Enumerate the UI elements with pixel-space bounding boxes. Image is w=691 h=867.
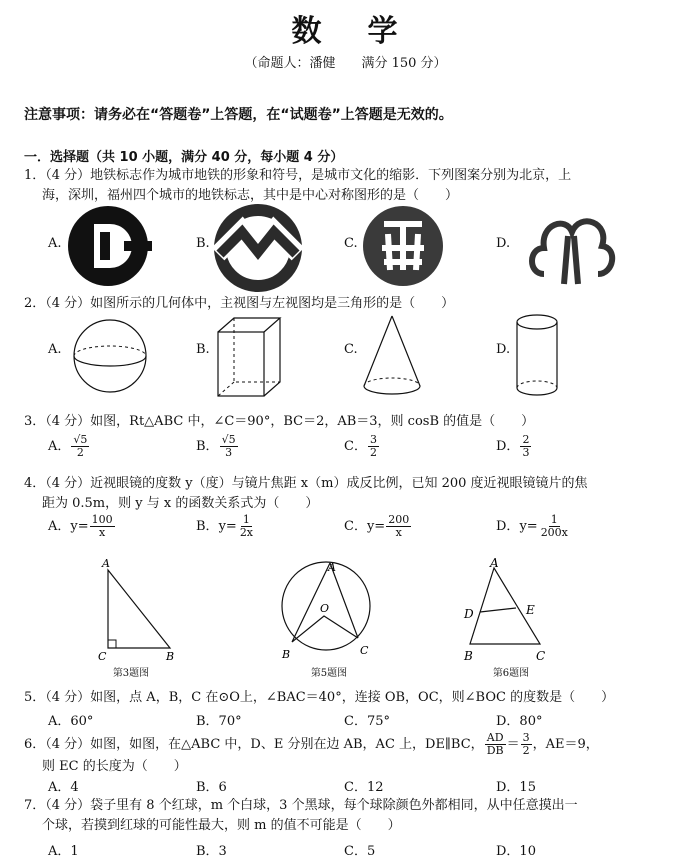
section-heading: 一．选择题（共 10 小题，满分 40 分，每小题 4 分） — [24, 150, 344, 165]
figure-q6-caption: 第6题图 — [492, 668, 530, 679]
title-char-2: 学 — [367, 14, 400, 49]
q6-frac1-den: DB — [486, 744, 504, 757]
q2-option-a[interactable]: A. — [48, 342, 62, 357]
fig5-label-b: B — [282, 648, 291, 661]
q4-c-fraction — [386, 514, 411, 539]
q6-frac2-num: 3 — [522, 731, 530, 744]
cuboid-figure — [214, 314, 284, 400]
q3-b-num: √5 — [221, 433, 236, 446]
q6-text-a: 6．（4 分）如图，如图，在△ABC 中，D、E 分别在边 AB，AC 上，DE∥BC， — [24, 737, 484, 752]
fig6-label-c: C — [536, 649, 546, 663]
q5-option-a[interactable]: A．60° — [48, 714, 94, 729]
q4-b-fraction — [238, 514, 255, 539]
question-7-line-2: 个球，若摸到红球的可能性最大，则 m 的值不可能是（ ） — [42, 818, 401, 833]
q3-option-c[interactable] — [344, 434, 380, 459]
notice-text: 注意事项：请务必在“答题卷”上答题，在“试题卷”上答题是无效的。 — [24, 107, 453, 123]
fuzhou-subway-logo — [526, 204, 616, 288]
figure-q5-caption: 第5题图 — [310, 668, 348, 679]
q1-option-a[interactable]: A. — [48, 236, 62, 251]
question-6-line-2: 则 EC 的长度为（ ） — [42, 759, 187, 774]
q4-option-c[interactable] — [344, 514, 412, 539]
q7-option-c[interactable]: C．5 — [344, 844, 376, 859]
fig5-label-o: O — [320, 602, 330, 615]
q4-d-fraction — [539, 514, 570, 539]
q5-option-d[interactable]: D．80° — [496, 714, 543, 729]
question-2-stem: 2．（4 分）如图所示的几何体中，主视图与左视图均是三角形的是（ ） — [24, 296, 455, 311]
fig5-label-c: C — [360, 644, 369, 657]
question-4-line-1: 4．（4 分）近视眼镜的度数 y（度）与镜片焦距 x（m）成反比例，已知 200 度近视眼镜镜片的焦 — [24, 476, 588, 491]
q2-option-c[interactable]: C. — [344, 342, 358, 357]
q4-b-pre: y= — [218, 519, 237, 534]
fig6-label-e: E — [526, 603, 535, 617]
question-7-stem — [24, 796, 664, 836]
q3-d-fraction — [520, 434, 531, 459]
q3-option-d[interactable] — [496, 434, 532, 459]
question-4-stem — [24, 474, 664, 514]
q4-option-b[interactable] — [196, 514, 256, 539]
shanghai-subway-logo — [212, 204, 304, 292]
q3-a-den: 2 — [76, 446, 84, 459]
question-5-stem: 5．（4 分）如图，点 A，B，C 在⊙O上，∠BAC＝40°，连接 OB，OC，则∠BOC 的度数是（ ） — [24, 690, 615, 705]
q6-frac1-num: AD — [486, 731, 504, 744]
q3-c-num: 3 — [369, 433, 377, 446]
title-char-1: 数 — [291, 14, 324, 49]
page-subtitle: （命题人：潘健 满分 150 分） — [244, 56, 447, 71]
sphere-figure — [70, 316, 150, 396]
q6-option-b[interactable]: B．6 — [196, 780, 227, 795]
q3-d-den: 3 — [522, 446, 530, 459]
fig3-label-a: A — [102, 557, 110, 570]
question-1-line-1: 1．（4 分）地铁标志作为城市地铁的形象和符号，是城市文化的缩影．下列图案分别为北京，上 — [24, 168, 572, 183]
q7-option-d[interactable]: D．10 — [496, 844, 536, 859]
fig3-label-c: C — [98, 650, 107, 663]
fig5-label-a: A — [328, 561, 336, 574]
q3-option-b[interactable] — [196, 434, 239, 459]
shenzhen-subway-logo — [360, 204, 446, 288]
question-6-line-1 — [24, 732, 664, 757]
q4-option-a[interactable] — [48, 514, 116, 539]
q4-b-num: 1 — [242, 513, 250, 526]
q5-option-c[interactable]: C．75° — [344, 714, 390, 729]
q6-fraction-3-2 — [521, 732, 532, 757]
page-title — [0, 6, 691, 50]
q4-d-den: 200x — [540, 526, 568, 539]
figure-q6-triangle — [456, 556, 566, 666]
q4-c-num: 200 — [388, 513, 410, 526]
q4-a-pre: y= — [70, 519, 89, 534]
q4-a-label: A． — [48, 519, 71, 534]
fig6-label-a: A — [490, 556, 499, 570]
q3-option-a[interactable] — [48, 434, 90, 459]
q3-a-num: √5 — [73, 433, 88, 446]
q4-d-pre: y= — [519, 519, 538, 534]
q7-option-a[interactable]: A．1 — [48, 844, 79, 859]
question-7-line-1: 7．（4 分）袋子里有 8 个红球，m 个白球，3 个黑球，每个球除颜色外都相同，从中任意摸出一 — [24, 798, 578, 813]
q4-a-num: 100 — [91, 513, 113, 526]
question-1-line-2: 海，深圳，福州四个城市的地铁标志，其中是中心对称图形的是（ ） — [42, 188, 459, 203]
q1-option-b[interactable]: B. — [196, 236, 210, 251]
q4-a-den: x — [99, 526, 106, 539]
q3-c-fraction — [368, 434, 379, 459]
question-4-line-2: 距为 0.5m，则 y 与 x 的函数关系式为（ ） — [42, 496, 319, 511]
q3-d-label: D． — [496, 439, 520, 454]
q4-c-den: x — [395, 526, 402, 539]
q4-d-num: 1 — [550, 513, 558, 526]
q3-d-num: 2 — [522, 433, 530, 446]
figure-q5-circle — [270, 556, 390, 666]
q3-b-fraction — [220, 434, 238, 459]
q7-option-b[interactable]: B．3 — [196, 844, 227, 859]
question-6-stem — [24, 732, 664, 777]
q3-a-fraction — [71, 434, 89, 459]
q1-option-d[interactable]: D. — [496, 236, 511, 251]
q3-c-den: 2 — [369, 446, 377, 459]
q6-text-b: ，AE＝9， — [532, 737, 599, 752]
q4-c-pre: y= — [366, 519, 386, 534]
q1-option-c[interactable]: C. — [344, 236, 358, 251]
q6-frac2-den: 2 — [522, 744, 530, 757]
q3-a-label: A． — [48, 439, 71, 454]
q3-c-label: C． — [344, 439, 367, 454]
q4-d-label: D． — [496, 519, 520, 534]
q6-option-d[interactable]: D．15 — [496, 780, 536, 795]
q6-equals: ＝ — [506, 737, 520, 752]
fig6-label-d: D — [464, 607, 474, 621]
q4-a-fraction — [90, 514, 115, 539]
q3-b-den: 3 — [225, 446, 233, 459]
figure-q3-caption: 第3题图 — [112, 668, 150, 679]
q6-option-a[interactable]: A．4 — [48, 780, 79, 795]
q4-b-den: 2x — [239, 526, 254, 539]
q3-b-label: B． — [196, 439, 219, 454]
q6-option-c[interactable]: C．12 — [344, 780, 384, 795]
question-3-stem: 3．（4 分）如图，Rt△ABC 中，∠C＝90°，BC＝2，AB＝3，则 cosB 的值是（ ） — [24, 414, 535, 429]
question-1-stem — [24, 166, 664, 206]
cylinder-figure — [514, 312, 560, 400]
fig3-label-b: B — [166, 650, 175, 663]
fig6-label-b: B — [464, 649, 473, 663]
q2-option-b[interactable]: B. — [196, 342, 210, 357]
q4-c-label: C． — [344, 519, 367, 534]
q4-option-d[interactable] — [496, 514, 571, 539]
q6-fraction-ad-db — [485, 732, 506, 757]
beijing-subway-logo — [64, 204, 152, 288]
q4-b-label: B． — [196, 519, 219, 534]
figure-q3-triangle — [90, 556, 190, 666]
q2-option-d[interactable]: D. — [496, 342, 511, 357]
cone-figure — [360, 312, 424, 400]
q5-option-b[interactable]: B．70° — [196, 714, 242, 729]
